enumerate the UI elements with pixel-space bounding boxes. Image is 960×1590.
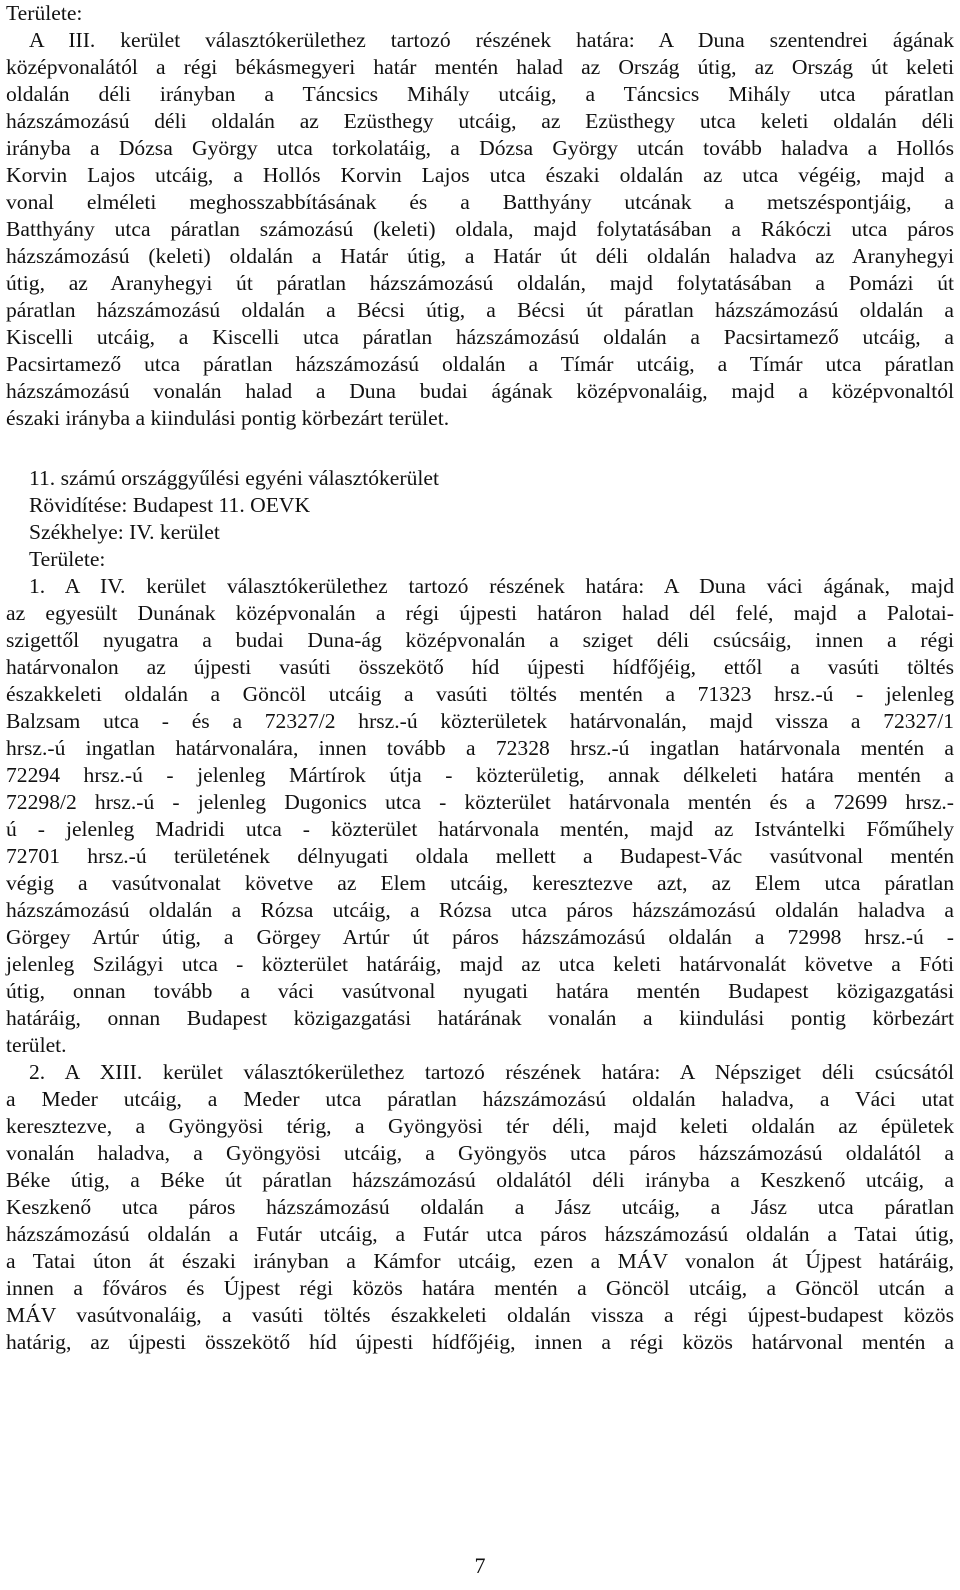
text-line: határvonalon az újpesti vasúti összekötő híd újpesti hídfőjéig, ettől a vasúti töltés	[6, 655, 954, 679]
paragraph-spacer	[6, 432, 954, 465]
text-line: vonalán haladva, a Gyöngyösi utcáig, a Gyöngyös utca páros házszámozású oldalától a	[6, 1141, 954, 1165]
district-11-header	[6, 465, 954, 573]
text-line: középvonalától a régi békásmegyeri határ mentén halad az Ország útig, az Ország út keleti	[6, 55, 954, 79]
district-seat: Székhelye: IV. kerület	[29, 520, 220, 544]
text-line: határáig, onnan Budapest közigazgatási határának vonalán a kiindulási pontig körbezárt	[6, 1006, 954, 1030]
district-abbreviation: Rövidítése: Budapest 11. OEVK	[29, 493, 311, 517]
text-line: hrsz.-ú ingatlan határvonalára, innen tovább a 72328 hrsz.-ú ingatlan határvonala mentén a	[6, 736, 954, 760]
text-line: Balzsam utca - és a 72327/2 hrsz.-ú közterületek határvonalán, majd vissza a 72327/1	[6, 709, 954, 733]
text-line: jelenleg Szilágyi utca - közterület határáig, majd az utca keleti határvonalát követve a Fóti	[6, 952, 954, 976]
text-line: A III. kerület választókerülethez tartozó részének határa: A Duna szentendrei ágának	[29, 28, 954, 52]
text-line: Görgey Artúr útig, a Görgey Artúr út páros házszámozású oldalán a 72998 hrsz.-ú -	[6, 925, 954, 949]
text-line: a Tatai úton át északi irányban a Kámfor utcáig, ezen a MÁV vonalon át Újpest határáig,	[6, 1249, 954, 1273]
text-line: határig, az újpesti összekötő híd újpesti hídfőjéig, innen a régi közös határvonal mentén a	[6, 1330, 954, 1354]
text-line: oldalán déli irányban a Táncsics Mihály utcáig, a Táncsics Mihály utca páratlan	[6, 82, 954, 106]
district-3-boundary-paragraph	[6, 27, 954, 432]
text-line: házszámozású oldalán a Rózsa utcáig, a Rózsa utca páros házszámozású oldalán haladva a	[6, 898, 954, 922]
area-heading: Területe:	[6, 1, 83, 25]
text-line: 72294 hrsz.-ú - jelenleg Mártírok útja - közterületig, annak délkeleti határa mentén a	[6, 763, 954, 787]
text-line: házszámozású oldalán a Futár utcáig, a Futár utca páros házszámozású oldalán a Tatai útig,	[6, 1222, 954, 1246]
text-line: házszámozású (keleti) oldalán a Határ útig, a Határ út déli oldalán haladva az Aranyhegyi	[6, 244, 954, 268]
text-line: végig a vasútvonalat követve az Elem utcáig, keresztezve azt, az Elem utca páratlan	[6, 871, 954, 895]
document-page	[6, 0, 954, 1356]
text-line: Batthyány utca páratlan számozású (keleti) oldala, majd folytatásában a Rákóczi utca páros	[6, 217, 954, 241]
text-line: ú - jelenleg Madridi utca - közterület határvonala mentén, majd az Istvántelki Főműhely	[6, 817, 954, 841]
text-line: útig, onnan tovább a váci vasútvonal nyugati határa mentén Budapest közigazgatási	[6, 979, 954, 1003]
text-line: Keszkenő utca páros házszámozású oldalán a Jász utcáig, a Jász utca páratlan	[6, 1195, 954, 1219]
text-line: terület.	[6, 1033, 67, 1057]
district-13-boundary-paragraph	[6, 1059, 954, 1356]
text-line: házszámozású vonalán halad a Duna budai ágának középvonaláig, majd a középvonaltól	[6, 379, 954, 403]
text-line: északkeleti oldalán a Göncöl utcáig a vasúti töltés mentén a 71323 hrsz.-ú - jelenleg	[6, 682, 954, 706]
text-line: MÁV vasútvonaláig, a vasúti töltés északkeleti oldalán vissza a régi újpest-budapest közös	[6, 1303, 954, 1327]
text-line: 1. A IV. kerület választókerülethez tartozó részének határa: A Duna váci ágának, majd	[29, 574, 954, 598]
text-line: északi irányba a kiindulási pontig körbezárt terület.	[6, 406, 450, 430]
text-line: Pacsirtamező utca páratlan házszámozású oldalán a Tímár utcáig, a Tímár utca páratlan	[6, 352, 954, 376]
text-line: szigettől nyugatra a budai Duna-ág középvonalán a sziget déli csúcsáig, innen a régi	[6, 628, 954, 652]
area-heading: Területe:	[29, 547, 106, 571]
text-line: páratlan házszámozású oldalán a Bécsi útig, a Bécsi út páratlan házszámozású oldalán a	[6, 298, 954, 322]
page-number: 7	[474, 1553, 486, 1578]
text-line: 72701 hrsz.-ú területének délnyugati oldala mellett a Budapest-Vác vasútvonal mentén	[6, 844, 954, 868]
text-line: innen a főváros és Újpest régi közös határa mentén a Göncöl utcáig, a Göncöl utcán a	[6, 1276, 954, 1300]
text-line: a Meder utcáig, a Meder utca páratlan házszámozású oldalán haladva, a Váci utat	[6, 1087, 954, 1111]
text-line: Kiscelli utcáig, a Kiscelli utca páratlan házszámozású oldalán a Pacsirtamező utcáig, a	[6, 325, 954, 349]
text-line: 2. A XIII. kerület választókerülethez tartozó részének határa: A Népsziget déli csúcsától	[29, 1060, 954, 1084]
text-line: az egyesült Dunának középvonalán a régi újpesti határon halad dél felé, majd a Palotai-	[6, 601, 954, 625]
text-line: Béke útig, a Béke út páratlan házszámozású oldalától déli irányba a Keszkenő utcáig, a	[6, 1168, 954, 1192]
text-line: útig, az Aranyhegyi út páratlan házszámozású oldalán, majd folytatásában a Pomázi út	[6, 271, 954, 295]
district-title: 11. számú országgyűlési egyéni választókerület	[29, 466, 439, 490]
text-line: házszámozású déli oldalán az Ezüsthegy utcáig, az Ezüsthegy utca keleti oldalán déli	[6, 109, 954, 133]
text-line: irányba a Dózsa György utca torkolatáig, a Dózsa György utcán tovább haladva a Hollós	[6, 136, 954, 160]
text-line: keresztezve, a Gyöngyösi térig, a Gyöngyösi tér déli, majd keleti oldalán az épületek	[6, 1114, 954, 1138]
text-line: 72298/2 hrsz.-ú - jelenleg Dugonics utca - közterület határvonala mentén és a 72699 hrsz.-	[6, 790, 954, 814]
text-line: vonal elméleti meghosszabbításának és a Batthyány utcának a metszéspontjáig, a	[6, 190, 954, 214]
text-line: Korvin Lajos utcáig, a Hollós Korvin Lajos utca északi oldalán az utca végéig, majd a	[6, 163, 954, 187]
district-4-boundary-paragraph	[6, 573, 954, 1059]
